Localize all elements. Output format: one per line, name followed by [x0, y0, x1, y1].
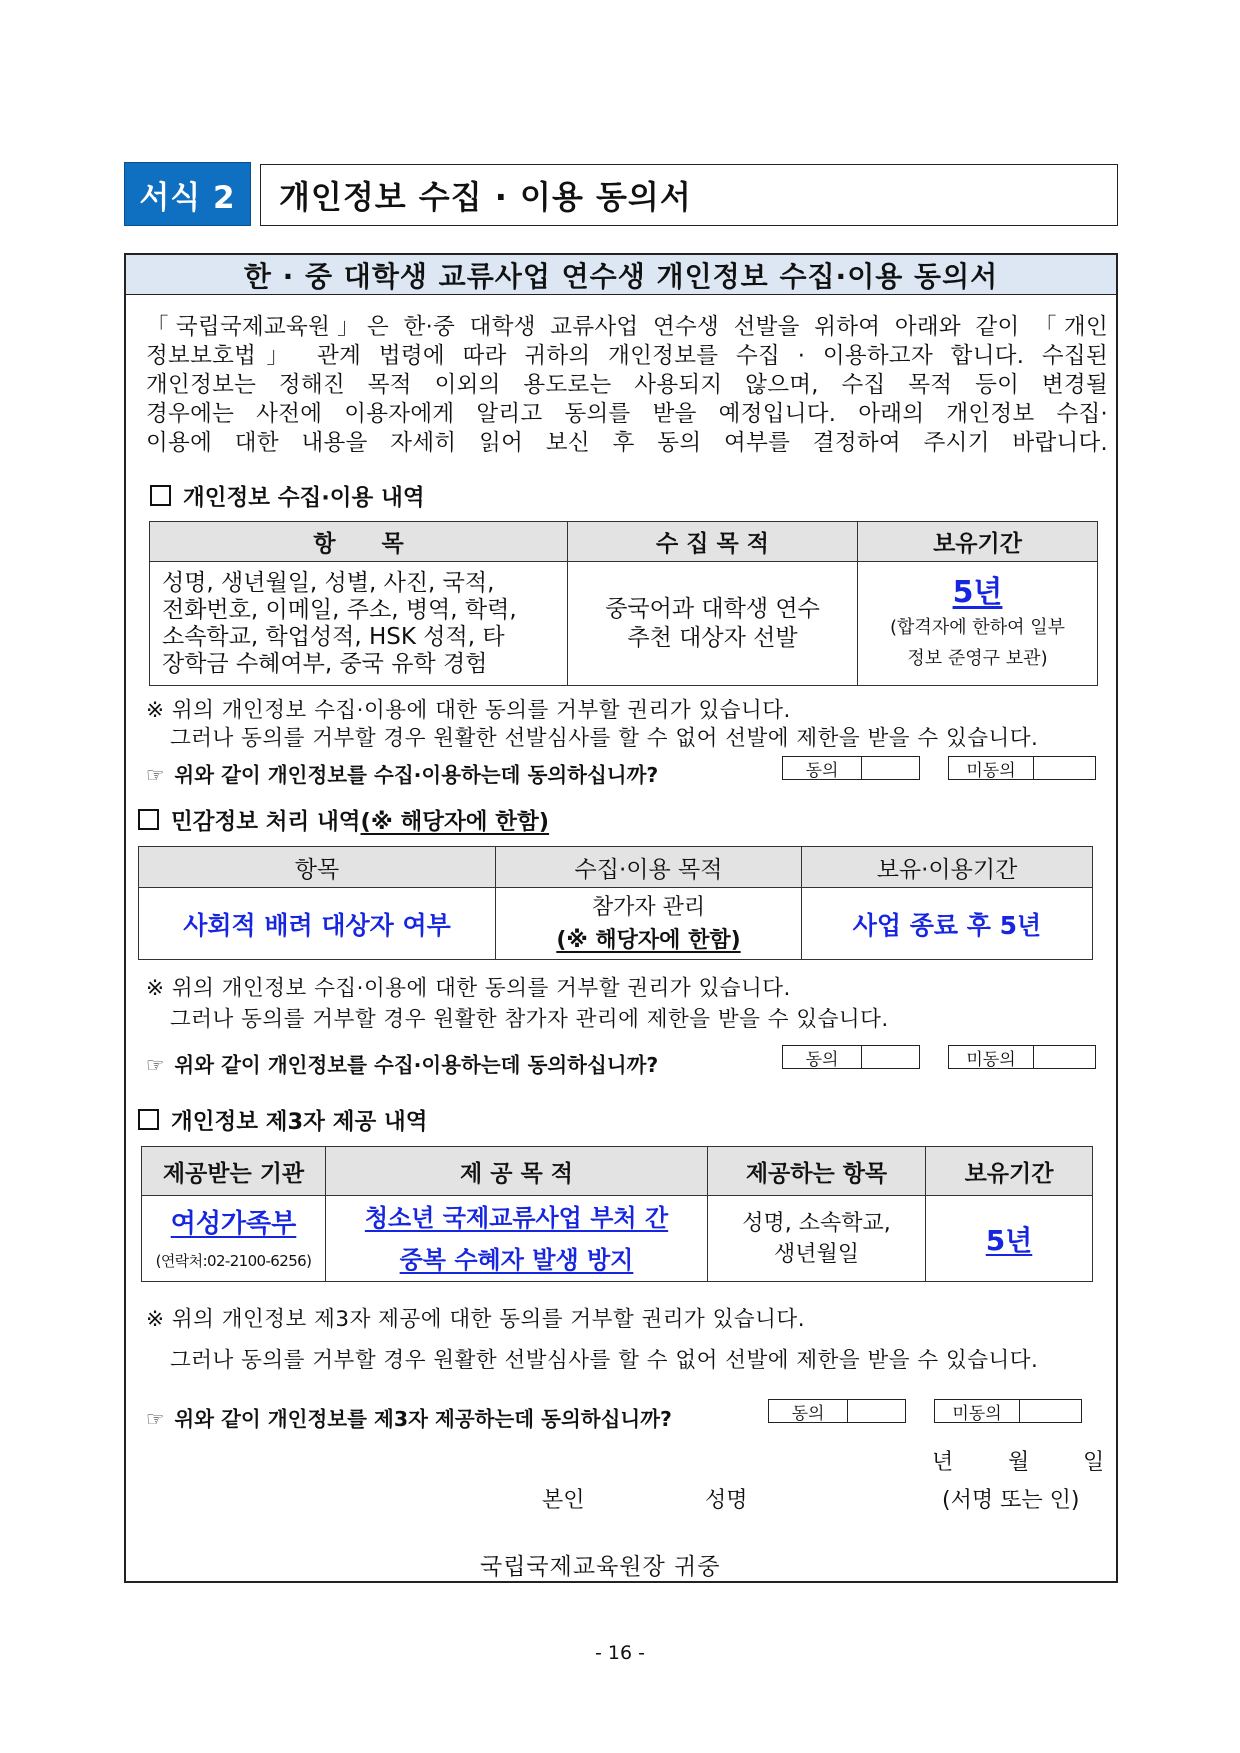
section1-question [146, 758, 658, 788]
date-year-label: 년 [932, 1450, 954, 1475]
agree-label: 동의 [783, 757, 862, 779]
intro-line: 경우에는 사전에 이용자에게 알리고 동의를 받을 예정입니다. 아래의 개인정보 수집· [146, 401, 1108, 427]
form-heading-text: 개인정보 수집 · 이용 동의서 [279, 178, 692, 216]
section2-note: 그러나 동의를 거부할 경우 원활한 참가자 관리에 제한을 받을 수 있습니다. [170, 1007, 889, 1032]
sensitive-item-cell: 사회적 배려 대상자 여부 [139, 888, 496, 960]
provided-item-line: 생년월일 [773, 1241, 859, 1267]
disagree-checkbox[interactable] [934, 1399, 1082, 1423]
retention-note-line: 정보 준영구 보관) [907, 647, 1048, 669]
intro-line: 「국립국제교육원」은 한·중 대학생 교류사업 연수생 선발을 위하여 아래와 같이 「개인 [146, 314, 1108, 340]
sensitive-purpose-cell [496, 888, 802, 960]
section1-heading [150, 480, 425, 512]
section2-note: ※ 위의 개인정보 수집·이용에 대한 동의를 거부할 권리가 있습니다. [146, 976, 791, 1001]
page-number: - 16 - [595, 1642, 645, 1664]
table-header: 보유·이용기간 [802, 847, 1093, 888]
date-day-label: 일 [1083, 1450, 1105, 1475]
pointing-hand-icon: ☞ [146, 1407, 165, 1431]
checkbox-square-icon [138, 809, 159, 830]
provision-purpose-line: 청소년 국제교류사업 부처 간 [364, 1203, 669, 1232]
section2-question-text: 위와 같이 개인정보를 수집·이용하는데 동의하십니까? [174, 1053, 659, 1077]
intro-line: 이용에 대한 내용을 자세히 읽어 보신 후 동의 여부를 결정하여 주시기 바랍니다. [146, 430, 1108, 456]
collected-item-line: 장학금 수혜여부, 중국 유학 경험 [162, 650, 488, 677]
section2-heading [138, 804, 549, 836]
provision-retention-value: 5년 [985, 1223, 1033, 1257]
agree-checkbox[interactable] [768, 1399, 906, 1423]
pointing-hand-icon: ☞ [146, 763, 165, 787]
document-title: 한 · 중 대학생 교류사업 연수생 개인정보 수집·이용 동의서 [126, 255, 1116, 295]
form-heading [260, 164, 1118, 226]
retention-value: 5년 [952, 574, 1003, 610]
section3-heading-text: 개인정보 제3자 제공 내역 [171, 1109, 428, 1135]
purpose-cell [568, 562, 858, 686]
provided-items-cell [708, 1196, 926, 1282]
section1-table [149, 521, 1098, 686]
disagree-mark-area[interactable] [1034, 757, 1095, 779]
checkbox-square-icon [138, 1109, 159, 1130]
section2-question [146, 1048, 658, 1078]
signer-self-label: 본인 [542, 1488, 585, 1513]
table-header: 항 목 [150, 522, 568, 562]
agree-label: 동의 [769, 1400, 848, 1422]
disagree-mark-area[interactable] [1020, 1400, 1081, 1422]
provision-purpose-cell [326, 1196, 708, 1282]
agree-mark-area[interactable] [862, 757, 919, 779]
disagree-label: 미동의 [949, 1046, 1034, 1068]
sensitive-retention-cell: 사업 종료 후 5년 [802, 888, 1093, 960]
collected-item-line: 전화번호, 이메일, 주소, 병역, 학력, [162, 596, 517, 623]
table-header: 수 집 목 적 [568, 522, 858, 562]
disagree-checkbox[interactable] [948, 1045, 1096, 1069]
disagree-label: 미동의 [949, 757, 1034, 779]
table-header: 제 공 목 적 [326, 1147, 708, 1196]
provided-item-line: 성명, 소속학교, [742, 1210, 891, 1236]
section2-heading-text: 민감정보 처리 내역 [171, 809, 361, 835]
disagree-checkbox[interactable] [948, 756, 1096, 780]
section3-question [146, 1402, 672, 1432]
section2-heading-suffix: (※ 해당자에 한함) [360, 809, 550, 835]
pointing-hand-icon: ☞ [146, 1053, 165, 1077]
table-header: 제공하는 항목 [708, 1147, 926, 1196]
signer-name-label: 성명 [705, 1488, 748, 1513]
section3-note: 그러나 동의를 거부할 경우 원활한 선발심사를 할 수 없어 선발에 제한을 받을 수 있습니다. [170, 1348, 1039, 1373]
recipient-org-name: 여성가족부 [170, 1208, 297, 1239]
intro-line: 개인정보는 정해진 목적 이외의 용도로는 사용되지 않으며, 수집 목적 등이 변경될 [146, 372, 1108, 398]
section1-note: 그러나 동의를 거부할 경우 원활한 선발심사를 할 수 없어 선발에 제한을 받을 수 있습니다. [170, 726, 1039, 751]
addressee: 국립국제교육원장 귀중 [480, 1554, 721, 1580]
table-header: 항목 [139, 847, 496, 888]
agree-checkbox[interactable] [782, 1045, 920, 1069]
section1-heading-text: 개인정보 수집·이용 내역 [183, 485, 425, 511]
checkbox-square-icon [150, 485, 171, 506]
collected-items-cell [150, 562, 568, 686]
sensitive-purpose-line: 참가자 관리 [591, 894, 706, 920]
table-header: 보유기간 [858, 522, 1098, 562]
section3-heading [138, 1104, 428, 1136]
disagree-label: 미동의 [935, 1400, 1020, 1422]
sensitive-purpose-condition: (※ 해당자에 한함) [556, 927, 741, 953]
purpose-line: 추천 대상자 선발 [627, 624, 798, 651]
agree-checkbox[interactable] [782, 756, 920, 780]
section1-note: ※ 위의 개인정보 수집·이용에 대한 동의를 거부할 권리가 있습니다. [146, 698, 791, 723]
section3-table [141, 1146, 1093, 1282]
collected-item-line: 소속학교, 학업성적, HSK 성적, 타 [162, 623, 505, 650]
agree-label: 동의 [783, 1046, 862, 1068]
retention-note-line: (합격자에 한하여 일부 [890, 616, 1065, 638]
disagree-mark-area[interactable] [1034, 1046, 1095, 1068]
date-month-label: 월 [1008, 1450, 1030, 1475]
purpose-line: 중국어과 대학생 연수 [605, 595, 820, 622]
retention-cell [858, 562, 1098, 686]
table-header: 제공받는 기관 [142, 1147, 326, 1196]
section3-question-text: 위와 같이 개인정보를 제3자 제공하는데 동의하십니까? [174, 1407, 672, 1431]
form-number-badge: 서식 2 [124, 162, 251, 226]
recipient-org-cell [142, 1196, 326, 1282]
section1-question-text: 위와 같이 개인정보를 수집·이용하는데 동의하십니까? [174, 763, 659, 787]
recipient-org-contact: (연락처:02-2100-6256) [155, 1251, 312, 1270]
signature-or-seal-note: (서명 또는 인) [942, 1488, 1080, 1513]
agree-mark-area[interactable] [848, 1400, 905, 1422]
agree-mark-area[interactable] [862, 1046, 919, 1068]
provision-purpose-line: 중복 수혜자 발생 방지 [399, 1245, 634, 1274]
section3-note: ※ 위의 개인정보 제3자 제공에 대한 동의를 거부할 권리가 있습니다. [146, 1307, 806, 1332]
intro-line: 정보보호법」 관계 법령에 따라 귀하의 개인정보를 수집 · 이용하고자 합니다. 수집된 [146, 343, 1108, 369]
provision-retention-cell [926, 1196, 1093, 1282]
table-header: 수집·이용 목적 [496, 847, 802, 888]
collected-item-line: 성명, 생년월일, 성별, 사진, 국적, [162, 569, 495, 596]
table-header: 보유기간 [926, 1147, 1093, 1196]
section2-table [138, 846, 1093, 960]
